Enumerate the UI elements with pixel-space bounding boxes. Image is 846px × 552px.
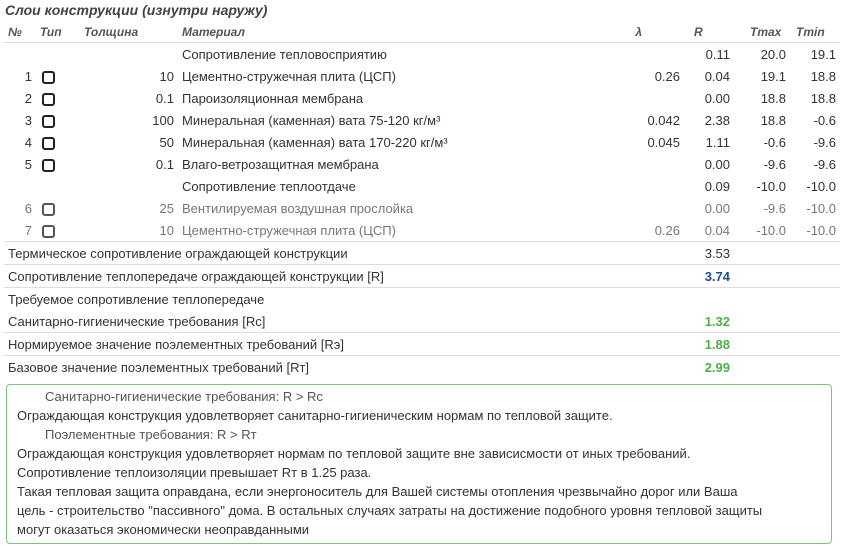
layer-tmax: 20.0 [760, 46, 786, 62]
layer-r: 2.38 [704, 112, 730, 128]
sanitary-value: 1.32 [704, 313, 730, 329]
layer-thickness: 10 [159, 222, 174, 238]
justification-line-3: могут оказаться экономически неоправданными [17, 522, 310, 537]
layer-material: Цементно-стружечная плита (ЦСП) [182, 222, 396, 238]
layer-material: Минеральная (каменная) вата 75-120 кг/м³ [182, 112, 441, 128]
summary-row-transfer [4, 265, 840, 288]
col-tmin: Tmin [790, 22, 840, 43]
layer-lambda [598, 175, 684, 197]
section-title: Слои конструкции (изнутри наружу) [5, 2, 268, 18]
justification-line-1: Такая тепловая защита оправдана, если энергоноситель для Вашей системы отопления чрезвычайно дорог или Ваша [17, 484, 738, 499]
layer-thickness [80, 43, 178, 66]
layer-type-cell [36, 197, 80, 219]
norm-label: Нормируемое значение поэлементных требований [Rэ] [4, 333, 684, 356]
layer-material: Сопротивление теплоотдаче [182, 178, 356, 194]
layer-tmax: 18.8 [760, 90, 786, 106]
layer-tmin: -10.0 [806, 200, 836, 216]
layer-thickness: 0.1 [155, 156, 174, 172]
layer-type-cell [36, 153, 80, 175]
col-r: R [684, 22, 734, 43]
layer-material: Минеральная (каменная) вата 170-220 кг/м³ [182, 134, 448, 150]
summary-row-base [4, 356, 840, 379]
layer-row [4, 131, 840, 153]
layer-row [4, 43, 840, 66]
transfer-label: Сопротивление теплопередаче ограждающей конструкции [R] [4, 265, 684, 288]
summary-row-required [4, 288, 840, 311]
col-lambda: λ [598, 22, 684, 43]
sanitary-requirement-text: Ограждающая конструкция удовлетворяет санитарно-гигиеническим нормам по тепловой защите. [17, 408, 613, 423]
layer-type-checkbox[interactable] [42, 115, 55, 128]
col-type: Тип [36, 22, 80, 43]
layer-row [4, 197, 840, 219]
col-num: № [4, 22, 36, 43]
thermal-label: Термическое сопротивление ограждающей конструкции [4, 242, 684, 265]
base-label: Базовое значение поэлементных требований [Rт] [4, 356, 684, 379]
layer-tmax: 19.1 [760, 68, 786, 84]
layer-type-cell [36, 175, 80, 197]
layer-thickness: 10 [159, 68, 174, 84]
layer-num: 1 [24, 68, 32, 84]
layer-type-cell [36, 87, 80, 109]
base-value: 2.99 [684, 356, 734, 379]
layer-r: 0.00 [704, 156, 730, 172]
layer-r: 0.00 [704, 90, 730, 106]
layer-tmin: -9.6 [813, 156, 836, 172]
layer-num: 3 [24, 112, 32, 128]
layer-num: 6 [24, 200, 32, 216]
summary-row-sanitary [4, 310, 840, 333]
layer-type-checkbox[interactable] [42, 71, 55, 84]
layer-lambda [598, 153, 684, 175]
layer-num: 2 [24, 90, 32, 106]
required-label: Требуемое сопротивление теплопередаче [4, 288, 840, 311]
element-requirement-text: Ограждающая конструкция удовлетворяет нормам по тепловой защите вне зависисмости от иных требований. [17, 446, 691, 461]
layer-type-checkbox[interactable] [42, 137, 55, 150]
layer-lambda: 0.045 [647, 134, 680, 150]
layer-lambda [598, 87, 684, 109]
layer-num: 5 [24, 156, 32, 172]
layer-lambda: 0.26 [654, 222, 680, 238]
layer-num [4, 175, 36, 197]
ratio-text: Сопротивление теплоизоляции превышает Rт в 1.25 раза. [17, 465, 372, 480]
layers-table [4, 22, 840, 378]
layer-lambda [598, 197, 684, 219]
layer-type-cell [36, 65, 80, 87]
col-material: Материал [178, 22, 598, 43]
layer-row [4, 87, 840, 109]
layer-row [4, 219, 840, 242]
layer-tmax: -9.6 [763, 156, 786, 172]
col-tmax: Tmax [734, 22, 790, 43]
layer-material: Цементно-стружечная плита (ЦСП) [182, 68, 396, 84]
layer-tmax: -0.6 [763, 134, 786, 150]
layer-r: 0.04 [704, 68, 730, 84]
layer-r: 0.11 [705, 46, 730, 62]
layer-type-cell [36, 131, 80, 153]
layer-material: Сопротивление тепловосприятию [182, 46, 387, 62]
layer-tmin: -10.0 [806, 178, 836, 194]
layer-thickness: 0.1 [155, 90, 174, 106]
layer-material: Пароизоляционная мембрана [182, 90, 364, 106]
layer-tmin: -0.6 [813, 112, 836, 128]
layer-type-cell [36, 109, 80, 131]
layer-material: Вентилируемая воздушная прослойка [182, 200, 414, 216]
table-header-row [4, 22, 840, 43]
layer-lambda: 0.26 [654, 68, 680, 84]
layer-row [4, 65, 840, 87]
result-panel [6, 384, 832, 544]
element-requirement-heading: Поэлементные требования: R > Rт [45, 427, 257, 442]
transfer-value: 3.74 [684, 265, 734, 288]
layer-lambda [598, 43, 684, 66]
layer-num: 7 [24, 222, 32, 238]
layer-row [4, 109, 840, 131]
sanitary-requirement-heading: Санитарно-гигиенические требования: R > Rc [45, 389, 323, 404]
norm-value: 1.88 [684, 333, 734, 356]
layer-type-checkbox[interactable] [42, 225, 55, 238]
layer-thickness [80, 175, 178, 197]
layer-thickness: 50 [159, 134, 174, 150]
layer-tmax: -10.0 [756, 178, 786, 194]
justification-line-2: цель - строительство "пассивного" дома. В остальных случаях затраты на достижение подобного уровня тепловой защиты [17, 503, 763, 518]
layer-tmax: -9.6 [763, 200, 786, 216]
layer-type-cell [36, 219, 80, 242]
layer-tmin: -9.6 [813, 134, 836, 150]
thermal-value: 3.53 [684, 242, 734, 265]
sanitary-label: Санитарно-гигиенические требования [Rc] [8, 313, 266, 329]
layer-num [4, 43, 36, 66]
layer-lambda: 0.042 [647, 112, 680, 128]
layer-thickness: 25 [159, 200, 174, 216]
layer-tmin: 19.1 [810, 46, 836, 62]
layer-row [4, 175, 840, 197]
layer-tmax: -10.0 [756, 222, 786, 238]
layer-r: 0.00 [704, 200, 730, 216]
layer-r: 0.09 [704, 178, 730, 194]
layer-type-checkbox[interactable] [42, 159, 55, 172]
layer-row [4, 153, 840, 175]
layer-type-checkbox[interactable] [42, 203, 55, 216]
layer-tmin: 18.8 [810, 68, 836, 84]
layer-type-cell [36, 43, 80, 66]
layer-material: Влаго-ветрозащитная мембрана [182, 156, 379, 172]
layer-tmin: 18.8 [810, 90, 836, 106]
layer-r: 0.04 [704, 222, 730, 238]
layer-r: 1.11 [705, 134, 730, 150]
layer-num: 4 [24, 134, 32, 150]
summary-row-norm [4, 333, 840, 356]
layer-thickness: 100 [152, 112, 174, 128]
layer-type-checkbox[interactable] [42, 93, 55, 106]
summary-row-thermal [4, 242, 840, 265]
layer-tmin: -10.0 [806, 222, 836, 238]
layer-tmax: 18.8 [760, 112, 786, 128]
col-thickness: Толщина [80, 22, 178, 43]
